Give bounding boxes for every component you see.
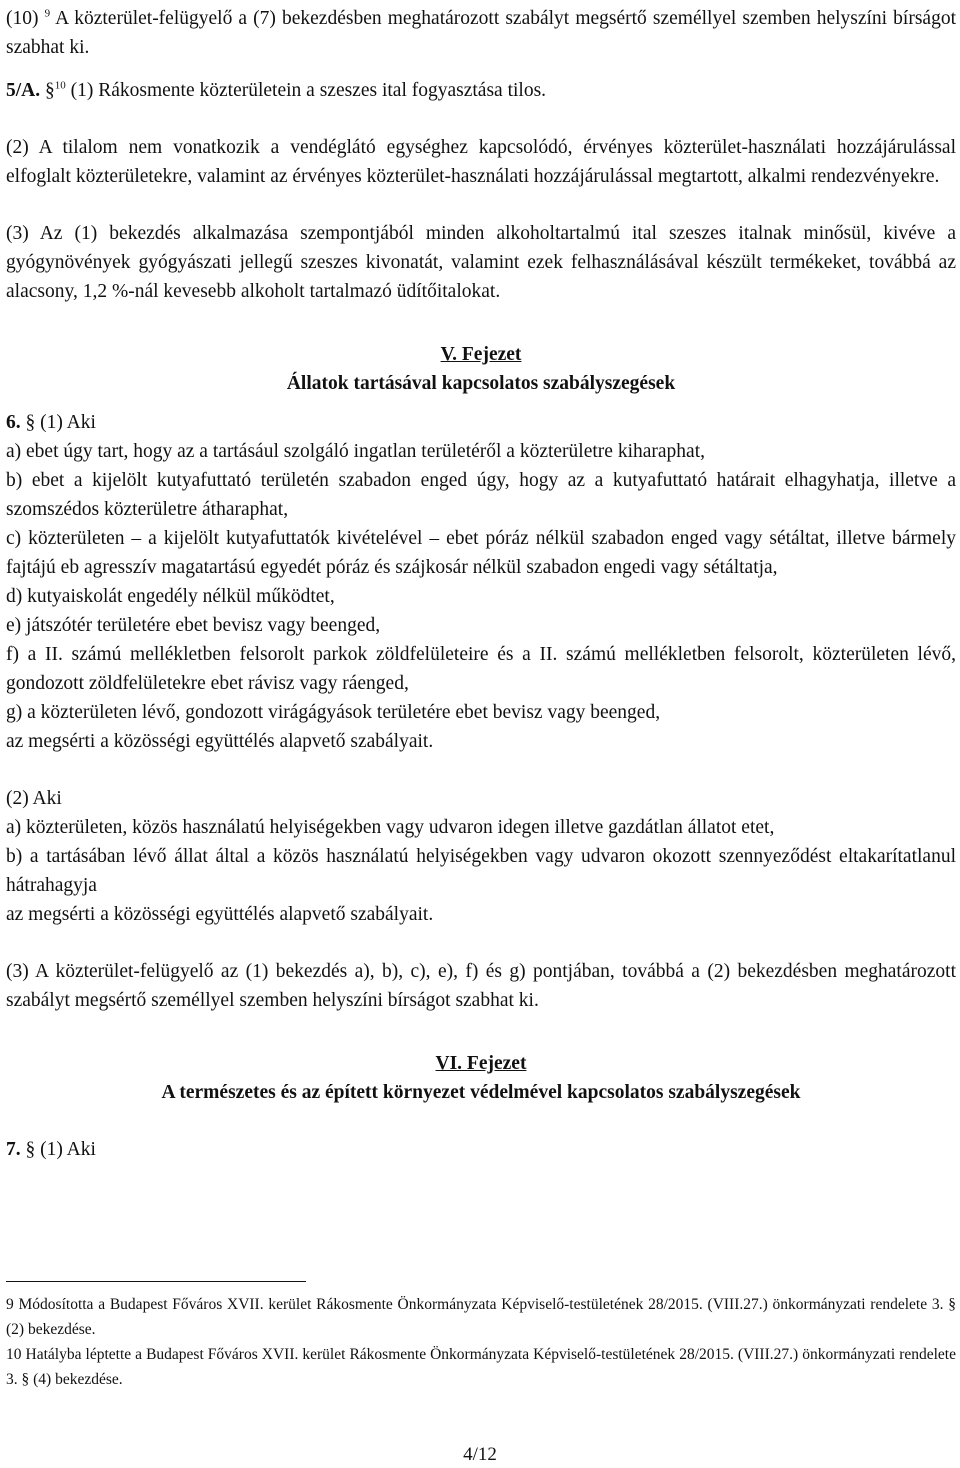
footnote-number: 10 <box>6 1346 22 1363</box>
paragraph-text: A közterület-felügyelő a (7) bekezdésben meghatározott szabályt megsértő személlyel szemben helyszíni bírságot szabhat ki. <box>6 8 957 58</box>
list-item-c: c) közterületen – a kijelölt kutyafuttatók kivételével – ebet póráz nélkül szabadon enged vagy sétáltat, illetve bármely fajtájú eb agresszív magatartású egyedét póráz és szájkosár nélkül szabadon engedi vagy sétáltatja, <box>6 528 956 578</box>
document-body <box>6 0 956 1164</box>
footnote-text: Hatályba léptette a Budapest Főváros XVII. kerület Rákosmente Önkormányzata Képviselő-testületének 28/2015. (VIII.27.) önkormányzati rendelete 3. § (4) bekezdése. <box>6 1346 956 1388</box>
footnote-ref-9: 9 <box>44 7 51 20</box>
paragraph-10 <box>6 4 956 62</box>
section-6-heading <box>6 408 956 437</box>
section-symbol: § <box>45 80 55 101</box>
page-number: 4/12 <box>463 1444 497 1465</box>
section-5a <box>6 76 956 105</box>
footnotes <box>6 1292 956 1392</box>
section-5a-paragraph-2: (2) A tilalom nem vonatkozik a vendéglátó egységhez kapcsolódó, érvényes közterület-használati hozzájárulással elfoglalt közterületekre, valamint az érvényes közterület-használati hozzájárulással megtartott, alkalmi rendezvényekre. <box>6 137 956 187</box>
footnote-10 <box>6 1342 956 1392</box>
footnote-ref-10: 10 <box>54 79 66 92</box>
list-conclusion: az megsérti a közösségi együttélés alapvető szabályait. <box>6 731 434 752</box>
list-item-a: a) ebet úgy tart, hogy az a tartásául szolgáló ingatlan területéről a közterületre kiharaphat, <box>6 441 705 462</box>
section-text: (1) Rákosmente közterületein a szeszes ital fogyasztása tilos. <box>65 80 547 101</box>
section-label: 5/A. <box>6 80 41 101</box>
section-5a-paragraph-3: (3) Az (1) bekezdés alkalmazása szempontjából minden alkoholtartalmú ital szeszes italnak minősül, kivéve a gyógynövények gyógyászati jellegű szeszes kivonatát, valamint ezek felhasználásával készült termékeket, továbbá az alacsony, 1,2 %-nál kevesebb alkoholt tartalmazó üdítőitalokat. <box>6 223 956 302</box>
section-intro: (1) Aki <box>35 412 96 433</box>
section-6-paragraph-2-intro: (2) Aki <box>6 788 62 809</box>
footnote-divider <box>6 1281 306 1282</box>
list-item-f: f) a II. számú mellékletben felsorolt parkok zöldfelületeire és a II. számú mellékletben felsorolt, közterületen lévő, gondozott zöldfelületekre ebet rávisz vagy ráenged, <box>6 644 956 694</box>
section-label: 6. <box>6 412 21 433</box>
section-symbol: § <box>25 1139 36 1160</box>
chapter-6-number: VI. Fejezet <box>435 1053 527 1074</box>
section-symbol: § <box>25 412 36 433</box>
list-item-b: b) ebet a kijelölt kutyafuttató területén szabadon enged úgy, hogy az a kutyafuttató határait elhagyhatja, illetve a szomszédos közterületre átharaphat, <box>6 470 956 520</box>
section-6-paragraph-3: (3) A közterület-felügyelő az (1) bekezdés a), b), c), e), f) és g) pontjában, továbbá a (2) bekezdésben meghatározott szabályt megsértő személlyel szemben helyszíni bírságot szabhat ki. <box>6 961 956 1011</box>
list-item-e: e) játszótér területére ebet bevisz vagy beenged, <box>6 615 381 636</box>
list-item-2a: a) közterületen, közös használatú helyiségekben vagy udvaron idegen illetve gazdátlan állatot etet, <box>6 817 775 838</box>
paragraph-number: (10) <box>6 8 39 29</box>
footnote-text: Módosította a Budapest Főváros XVII. kerület Rákosmente Önkormányzata Képviselő-testületének 28/2015. (VIII.27.) önkormányzati rendelete 3. § (2) bekezdése. <box>6 1296 956 1338</box>
chapter-5-number: V. Fejezet <box>440 344 522 365</box>
chapter-5-title: Állatok tartásával kapcsolatos szabályszegések <box>286 373 676 394</box>
section-label: 7. <box>6 1139 21 1160</box>
list-item-g: g) a közterületen lévő, gondozott virágágyások területére ebet bevisz vagy beenged, <box>6 702 661 723</box>
list-conclusion-2: az megsérti a közösségi együttélés alapvető szabályait. <box>6 904 434 925</box>
footnote-number: 9 <box>6 1296 14 1313</box>
footnote-9 <box>6 1292 956 1342</box>
section-7-heading <box>6 1135 956 1164</box>
chapter-6-title: A természetes és az épített környezet védelmével kapcsolatos szabályszegések <box>161 1082 801 1103</box>
list-item-d: d) kutyaiskolát engedély nélkül működtet, <box>6 586 335 607</box>
section-intro: (1) Aki <box>35 1139 96 1160</box>
list-item-2b: b) a tartásában lévő állat által a közös használatú helyiségekben vagy udvaron okozott szennyeződést eltakarítatlanul hátrahagyja <box>6 846 956 896</box>
